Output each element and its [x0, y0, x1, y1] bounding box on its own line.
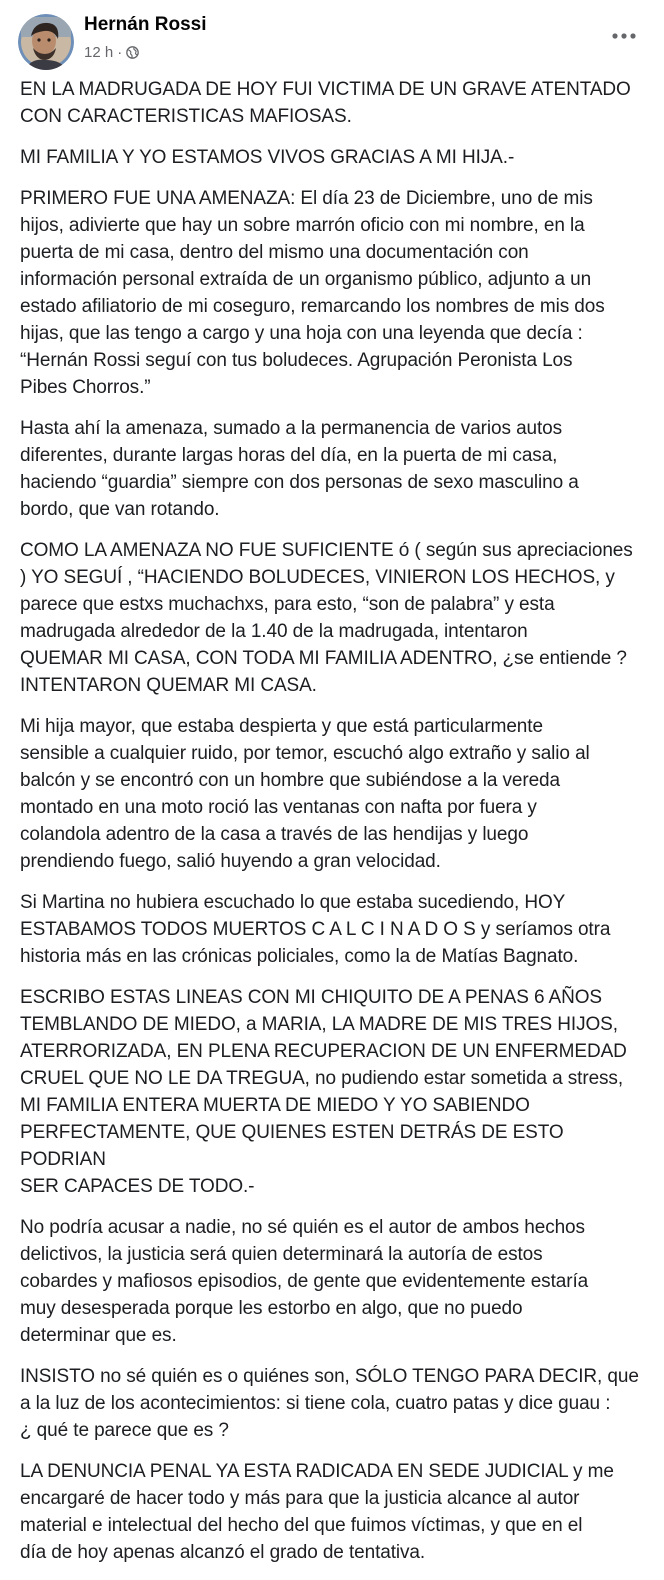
post-paragraph: LA DENUNCIA PENAL YA ESTA RADICADA EN SEDE JUDICIAL y me encargaré de hacer todo y más para que la justicia alcance al autor material e intelectual del hecho del que fuimos víctimas, y que en el día de hoy apenas alcanzó el grado de tentativa. — [20, 1461, 614, 1563]
more-options-icon[interactable] — [606, 22, 642, 50]
post-paragraph: Hasta ahí la amenaza, sumado a la permanencia de varios autos diferentes, durante largas horas del día, en la puerta de mi casa, haciendo “guardia” siempre con dos personas de sexo masculino a bordo, que van rotando. — [20, 418, 579, 520]
post-paragraph: PRIMERO FUE UNA AMENAZA: El día 23 de Diciembre, uno de mis hijos, adivierte que hay un sobre marrón oficio con mi nombre, en la puerta de mi casa, dentro del mismo una documentación con información personal extraída de un organismo público, adjunto a un estado afiliatorio de mi coseguro, remarcando los nombres de mis dos hijas, que las tengo a cargo y una hoja con una leyenda que decía : “Hernán Rossi seguí con tus boludeces. Agrupación Peronista Los Pibes Chorros.” — [20, 188, 605, 398]
meta-separator: · — [117, 43, 123, 61]
post-header — [0, 0, 664, 72]
author-name[interactable]: Hernán Rossi — [84, 14, 207, 35]
post-body — [20, 76, 654, 1580]
avatar-photo — [18, 14, 74, 70]
post-timestamp[interactable]: 12 h — [84, 43, 114, 61]
post-paragraph: ESCRIBO ESTAS LINEAS CON MI CHIQUITO DE A PENAS 6 AÑOS TEMBLANDO DE MIEDO, a MARIA, LA MADRE DE MIS TRES HIJOS, ATERRORIZADA, EN PLENA RECUPERACION DE UN ENFERMEDAD CRUEL QUE NO LE DA TREGUA, no pudiendo estar sometida a stress, MI FAMILIA ENTERA MUERTA DE MIEDO Y YO SABIENDO PERFECTAMENTE, QUE QUIENES ESTEN DETRÁS DE ESTO PODRIAN SER CAPACES DE TODO.- — [20, 987, 627, 1197]
post-paragraph: INSISTO no sé quién es o quiénes son, SÓLO TENGO PARA DECIR, que a la luz de los acontecimientos: si tiene cola, cuatro patas y dice guau : ¿ qué te parece que es ? — [20, 1366, 639, 1441]
post-paragraph: COMO LA AMENAZA NO FUE SUFICIENTE ó ( según sus apreciaciones ) YO SEGUÍ , “HACIENDO BOLUDECES, VINIERON LOS HECHOS, y parece que estxs muchachxs, para esto, “son de palabra” y esta madrugada alrededor de la 1.40 de la madrugada, intentaron QUEMAR MI CASA, CON TODA MI FAMILIA ADENTRO, ¿se entiende ? INTENTARON QUEMAR MI CASA. — [20, 540, 633, 696]
post-paragraph: No podría acusar a nadie, no sé quién es el autor de ambos hechos delictivos, la justicia será quien determinará la autoría de estos cobardes y mafiosos episodios, de gente que evidentemente estaría muy desesperada porque les estorbo en algo, que no puedo determinar que es. — [20, 1217, 589, 1346]
avatar[interactable] — [18, 14, 74, 70]
post-paragraph: Mi hija mayor, que estaba despierta y que está particularmente sensible a cualquier ruido, por temor, escuchó algo extraño y salio al balcón y se encontró con un hombre que subiéndose a la vereda montado en una moto roció las ventanas con nafta por fuera y colandola adentro de la casa a través de las hendijas y luego prendiendo fuego, salió huyendo a gran velocidad. — [20, 716, 590, 872]
post-paragraph: MI FAMILIA Y YO ESTAMOS VIVOS GRACIAS A MI HIJA.- — [20, 147, 515, 168]
post-meta — [84, 42, 139, 62]
post-paragraph: EN LA MADRUGADA DE HOY FUI VICTIMA DE UN GRAVE ATENTADO CON CARACTERISTICAS MAFIOSAS. — [20, 79, 631, 127]
globe-icon[interactable] — [126, 46, 139, 59]
post-paragraph: Si Martina no hubiera escuchado lo que estaba sucediendo, HOY ESTABAMOS TODOS MUERTOS C A L C I N A D O S y seríamos otra historia más en las crónicas policiales, como la de Matías Bagnato. — [20, 892, 611, 967]
